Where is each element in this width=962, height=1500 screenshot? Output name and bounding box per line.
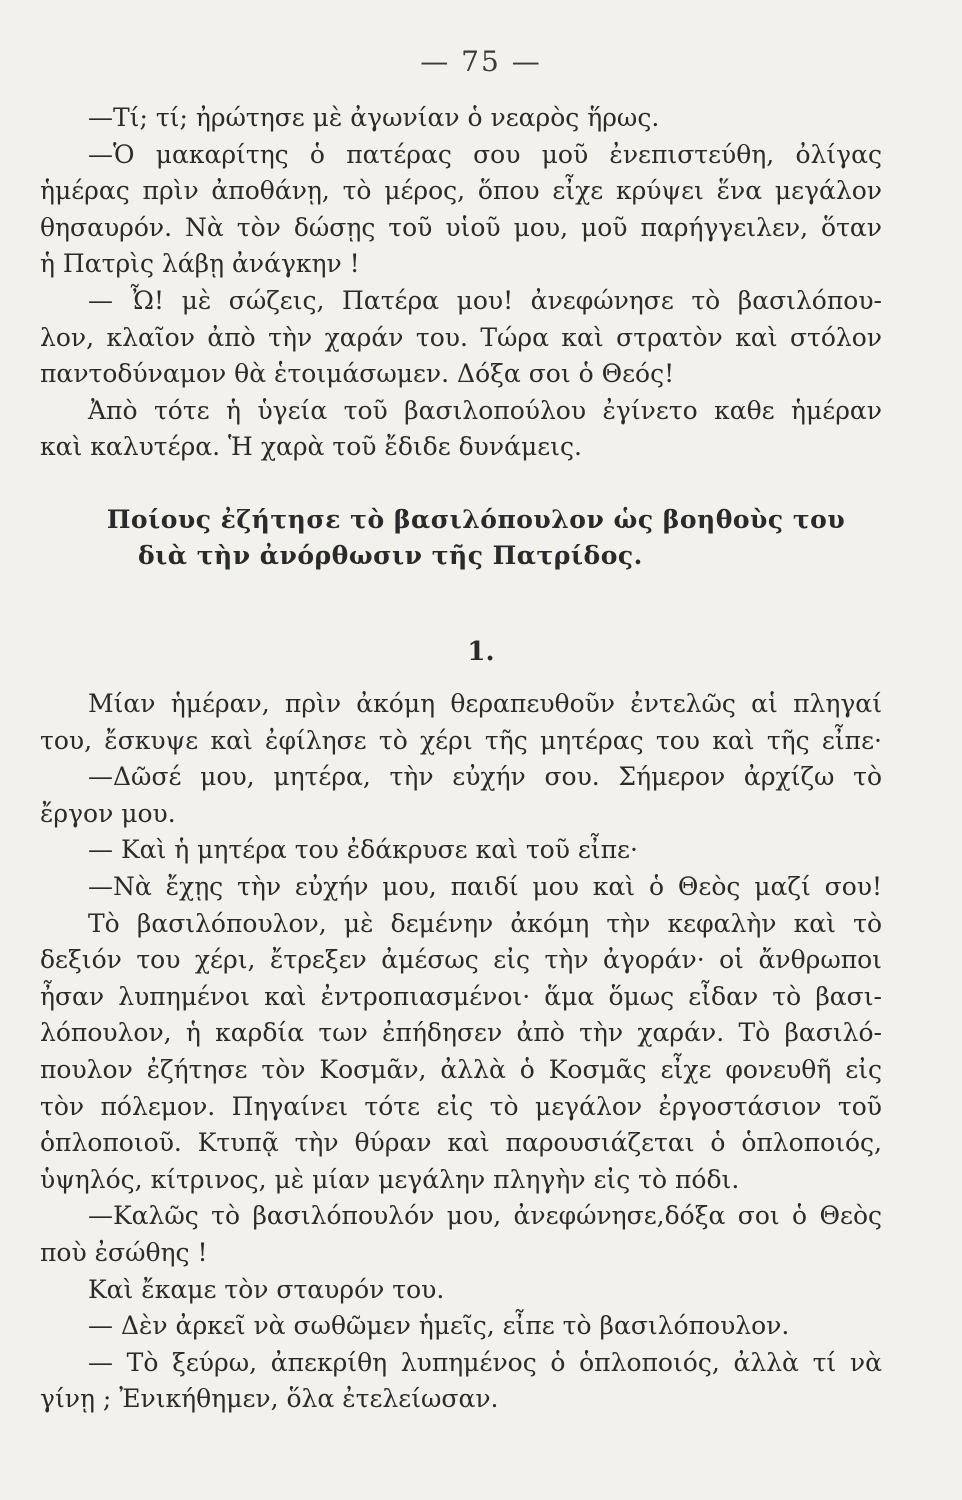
section-heading: [96, 502, 856, 574]
text-line: ἡμέρας πρὶν ἀποθάνῃ, τὸ μέρος, ὅπου εἶχε κρύψει ἕνα μεγάλον: [40, 176, 882, 206]
text-line: θησαυρόν. Νὰ τὸν δώσῃς τοῦ υἱοῦ μου, μοῦ παρήγγειλεν, ὅταν: [40, 212, 882, 242]
text-line: —Δῶσέ μου, μητέρα, τὴν εὐχήν σου. Σήμερον ἀρχίζω τὸ: [88, 762, 882, 792]
text-line: — Δὲν ἀρκεῖ νὰ σωθῶμεν ἡμεῖς, εἶπε τὸ βασιλόπουλον.: [88, 1311, 790, 1341]
text-line: — Καὶ ἡ μητέρα του ἐδάκρυσε καὶ τοῦ εἶπε·: [88, 835, 638, 865]
text-line: λον, κλαῖον ἀπὸ τὴν χαράν του. Τώρα καὶ στρατὸν καὶ στόλον: [40, 322, 882, 352]
top-paragraphs: [40, 100, 882, 466]
text-line: — Ὦ! μὲ σώζεις, Πατέρα μου! ἀνεφώνησε τὸ βασιλόπου-: [88, 285, 882, 315]
section-number: 1.: [467, 637, 495, 667]
text-line: Καὶ ἔκαμε τὸν σταυρόν του.: [88, 1274, 445, 1304]
heading-line-2: διὰ τὴν ἀνόρθωσιν τῆς Πατρίδος.: [138, 541, 643, 570]
text-line: ποὺ ἐσώθης !: [40, 1237, 208, 1267]
text-line: —Καλῶς τὸ βασιλόπουλόν μου, ἀνεφώνησε,δόξα σοι ὁ Θεὸς: [88, 1201, 882, 1231]
text-line: τὸν πόλεμον. Πηγαίνει τότε εἰς τὸ μεγάλον ἐργοστάσιον τοῦ: [40, 1091, 882, 1121]
text-line: —Ὁ μακαρίτης ὁ πατέρας σου μοῦ ἐνεπιστεύθη, ὀλίγας: [88, 139, 882, 169]
text-line: — Τὸ ξεύρω, ἀπεκρίθη λυπημένος ὁ ὁπλοποιός, ἀλλὰ τί νὰ: [88, 1347, 882, 1377]
text-line: λόπουλον, ἡ καρδία των ἐπήδησεν ἀπὸ τὴν χαράν. Τὸ βασιλό-: [40, 1018, 882, 1048]
text-line: —Τί; τί; ἠρώτησε μὲ ἀγωνίαν ὁ νεαρὸς ἥρως.: [88, 103, 660, 132]
text-line: ἔργον μου.: [40, 798, 176, 828]
text-line: δεξιόν του χέρι, ἔτρεξεν ἀμέσως εἰς τὴν ἀγοράν· οἱ ἄνθρωποι: [40, 945, 882, 975]
text-line: Μίαν ἡμέραν, πρὶν ἀκόμη θεραπευθοῦν ἐντελῶς αἱ πληγαί: [88, 689, 882, 718]
text-line: του, ἔσκυψε καὶ ἐφίλησε τὸ χέρι τῆς μητέρας του καὶ τῆς εἶπε·: [40, 725, 882, 755]
text-line: ὑψηλός, κίτρινος, μὲ μίαν μεγάλην πληγὴν εἰς τὸ πόδι.: [40, 1164, 740, 1194]
main-paragraphs: [40, 686, 882, 1418]
text-line: ἡ Πατρὶς λάβῃ ἀνάγκην !: [40, 249, 360, 279]
text-line: πουλον ἐζήτησε τὸν Κοσμᾶν, ἀλλὰ ὁ Κοσμᾶς εἶχε φονευθῆ εἰς: [40, 1054, 882, 1084]
text-line: παντοδύναμον θὰ ἑτοιμάσωμεν. Δόξα σοι ὁ Θεός!: [40, 359, 675, 389]
text-line: ὁπλοποιοῦ. Κτυπᾷ τὴν θύραν καὶ παρουσιάζεται ὁ ὁπλοποιός,: [40, 1128, 882, 1158]
text-line: καὶ καλυτέρα. Ἡ χαρὰ τοῦ ἔδιδε δυνάμεις.: [40, 432, 582, 462]
text-line: γίνῃ ; Ἐνικήθημεν, ὅλα ἐτελείωσαν.: [40, 1384, 499, 1414]
text-line: —Νὰ ἔχῃς τὴν εὐχήν μου, παιδί μου καὶ ὁ Θεὸς μαζί σου!: [88, 871, 882, 901]
text-line: Ἀπὸ τότε ἡ ὑγεία τοῦ βασιλοπούλου ἐγίνετο καθε ἡμέραν: [88, 395, 882, 425]
text-line: ἦσαν λυπημένοι καὶ ἐντροπιασμένοι· ἅμα ὅμως εἶδαν τὸ βασι-: [40, 981, 882, 1011]
heading-line-1: Ποίους ἐζήτησε τὸ βασιλόπουλον ὡς βοηθοὺς του: [106, 505, 846, 534]
text-line: Τὸ βασιλόπουλον, μὲ δεμένην ἀκόμη τὴν κεφαλὴν καὶ τὸ: [88, 908, 882, 938]
page-number: — 75 —: [420, 45, 542, 78]
